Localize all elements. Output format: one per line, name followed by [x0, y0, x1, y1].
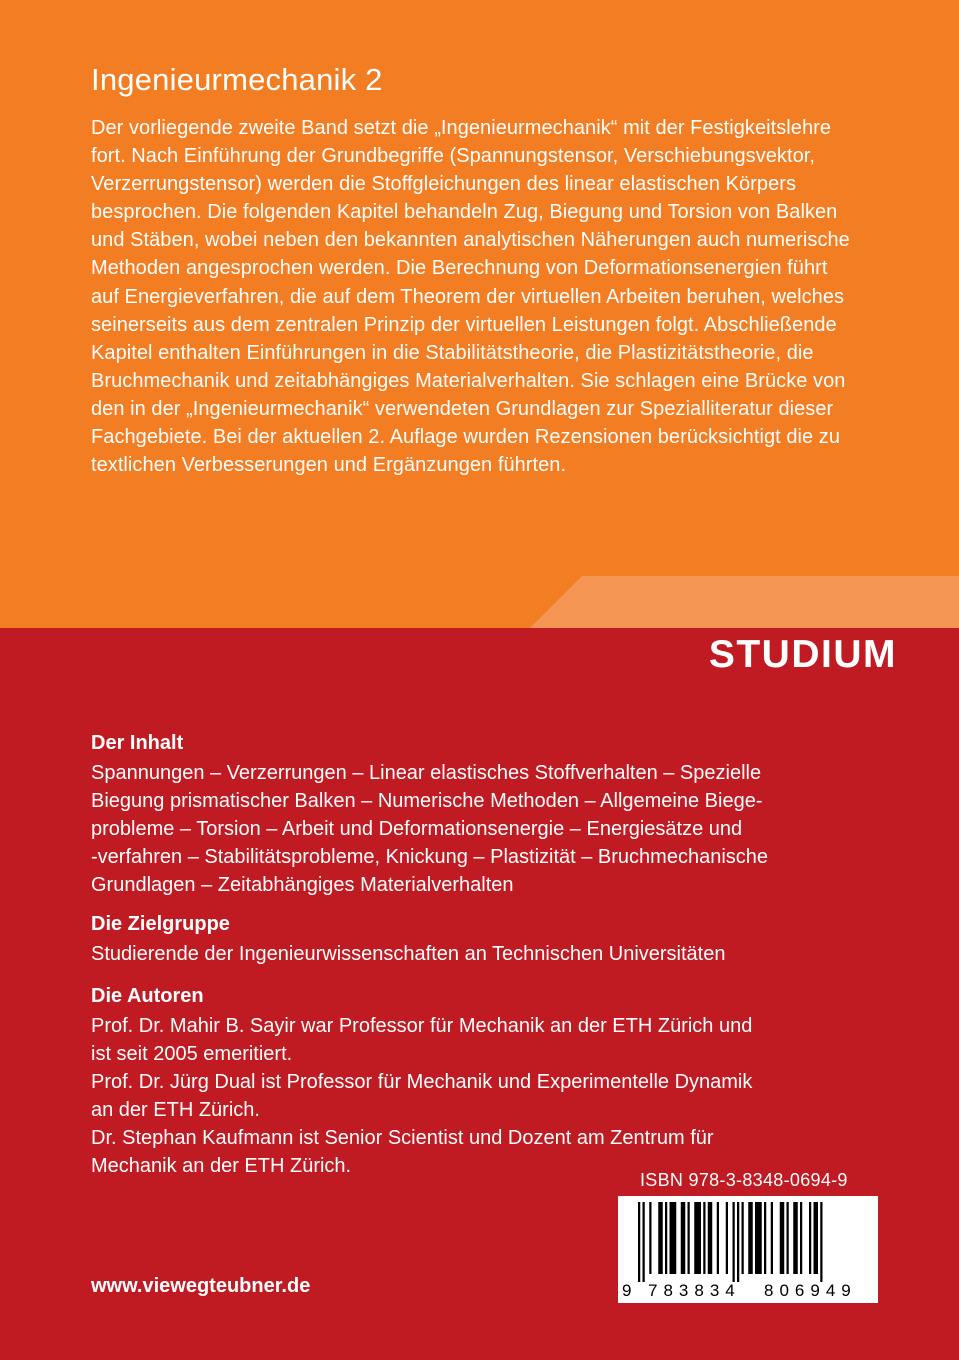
barcode-bar — [638, 1202, 640, 1282]
description-line: textlichen Verbesserungen und Ergänzungen führten. — [91, 454, 567, 477]
barcode-bar — [800, 1202, 802, 1274]
barcode-bar — [708, 1202, 713, 1274]
barcode-bar — [726, 1202, 728, 1274]
zielgruppe-line: Studierende der Ingenieurwissenschaften an Technischen Universitäten — [91, 943, 726, 965]
section-body-autoren — [91, 1012, 851, 1180]
barcode-bar — [737, 1202, 739, 1282]
description-line: seinerseits aus dem zentralen Prinzip der virtuellen Leistungen folgt. Abschließende — [91, 313, 837, 336]
autoren-line: ist seit 2005 emeritiert. — [91, 1043, 293, 1065]
barcode — [618, 1196, 878, 1303]
barcode-bar — [793, 1202, 798, 1274]
inhalt-line: Biegung prismatischer Balken – Numerische Methoden – Allgemeine Biege- — [91, 790, 763, 812]
description-line: Der vorliegende zweite Band setzt die „Ingenieurmechanik“ mit der Festigkeitslehre — [91, 117, 832, 139]
section-body-zielgruppe — [91, 940, 851, 968]
barcode-bar — [658, 1202, 663, 1274]
section-body-inhalt — [91, 759, 851, 899]
barcode-bar — [787, 1202, 789, 1274]
inhalt-line: Grundlagen – Zeitabhängiges Materialverhalten — [91, 874, 514, 896]
barcode-bar — [771, 1202, 773, 1274]
barcode-bar — [665, 1202, 667, 1274]
isbn-label: ISBN 978-3-8348-0694-9 — [640, 1170, 848, 1190]
description-line: Verzerrungstensor) werden die Stoffgleichungen des linear elastischen Körpers — [91, 173, 797, 196]
barcode-bars — [638, 1202, 823, 1282]
autoren-line: Prof. Dr. Jürg Dual ist Professor für Mechanik und Experimentelle Dynamik — [91, 1071, 753, 1093]
barcode-bar — [820, 1202, 822, 1282]
description-line: auf Energieverfahren, die auf dem Theorem der virtuellen Arbeiten beruhen, welches — [91, 285, 845, 308]
inhalt-line: probleme – Torsion – Arbeit und Deformationsenergie – Energiesätze und — [91, 818, 743, 840]
series-label: STUDIUM — [708, 633, 897, 676]
barcode-bar — [649, 1202, 651, 1274]
barcode-bar — [643, 1202, 645, 1282]
barcode-bar — [670, 1202, 677, 1274]
barcode-bar — [764, 1202, 766, 1274]
book-description — [91, 114, 921, 479]
autoren-line: Prof. Dr. Mahir B. Sayir war Professor für Mechanik an der ETH Zürich und — [91, 1015, 753, 1037]
barcode-bar — [703, 1202, 705, 1274]
autoren-line: Dr. Stephan Kaufmann ist Senior Scientist und Dozent am Zentrum für — [91, 1127, 714, 1149]
autoren-line: Mechanik an der ETH Zürich. — [91, 1155, 352, 1177]
barcode-graphic — [618, 1196, 878, 1303]
barcode-bar — [809, 1202, 811, 1274]
description-line: Bruchmechanik und zeitabhängiges Materialverhalten. Sie schlagen eine Brücke von — [91, 369, 846, 392]
barcode-bar — [742, 1202, 744, 1274]
barcode-bar — [688, 1202, 690, 1274]
inhalt-line: -verfahren – Stabilitätsprobleme, Knickung – Plastizität – Bruchmechanische — [91, 846, 769, 868]
description-line: fort. Nach Einführung der Grundbegriffe (Spannungstensor, Verschiebungsvektor, — [91, 145, 815, 168]
website-link[interactable]: www.viewegteubner.de — [91, 1275, 311, 1297]
barcode-left-digits: 783834 — [648, 1281, 741, 1300]
barcode-bar — [717, 1202, 719, 1274]
barcode-bar — [681, 1202, 686, 1274]
description-line: und Stäben, wobei neben den bekannten analytischen Näherungen auch numerische — [91, 229, 850, 252]
barcode-bar — [748, 1202, 753, 1274]
description-line: Kapitel enthalten Einführungen in die Stabilitätstheorie, die Plastizitätstheorie, die — [91, 341, 814, 364]
barcode-bar — [780, 1202, 785, 1274]
barcode-bar — [755, 1202, 762, 1274]
section-heading-autoren: Die Autoren — [91, 985, 204, 1007]
book-title: Ingenieurmechanik 2 — [91, 62, 383, 97]
inhalt-line: Spannungen – Verzerrungen – Linear elastisches Stoffverhalten – Spezielle — [91, 762, 762, 784]
description-line: den in der „Ingenieurmechanik“ verwendeten Grundlagen zur Spezialliteratur dieser — [91, 397, 834, 420]
autoren-line: an der ETH Zürich. — [91, 1099, 260, 1121]
barcode-bar — [733, 1202, 735, 1282]
barcode-bar — [814, 1202, 819, 1274]
description-line: Methoden angesprochen werden. Die Berechnung von Deformationsenergien führt — [91, 257, 828, 280]
description-line: Fachgebiete. Bei der aktuellen 2. Auflage wurden Rezensionen berücksichtigt die zu — [91, 426, 841, 449]
barcode-lead-digit: 9 — [622, 1281, 632, 1300]
section-heading-inhalt: Der Inhalt — [91, 732, 184, 754]
barcode-bar — [694, 1202, 701, 1274]
red-wedge — [0, 628, 530, 680]
section-heading-zielgruppe: Die Zielgruppe — [91, 913, 230, 935]
description-line: besprochen. Die folgenden Kapitel behandeln Zug, Biegung und Torsion von Balken — [91, 201, 838, 224]
barcode-right-digits: 806949 — [764, 1281, 857, 1300]
